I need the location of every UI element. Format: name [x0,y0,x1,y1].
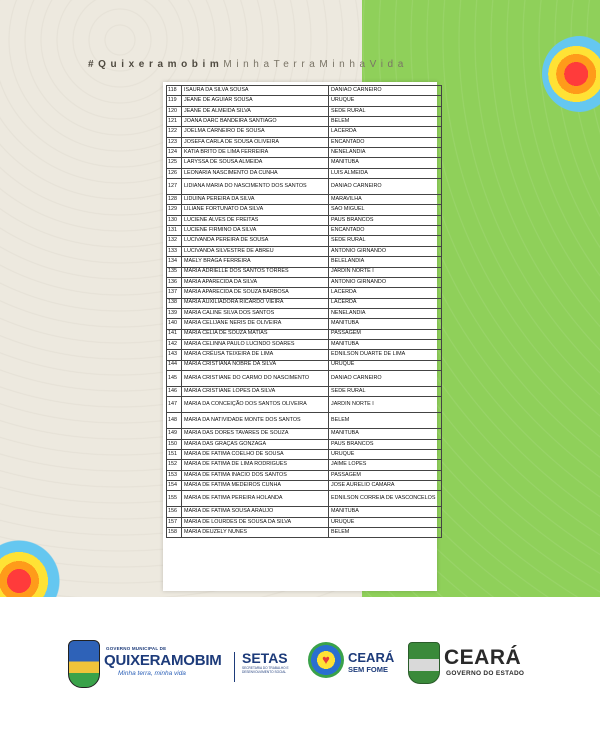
cell-name: MARIA DAS DORES TAVARES DE SOUZA [182,429,329,439]
table-row [167,370,442,386]
cell-num: 131 [167,226,182,236]
cell-num: 118 [167,86,182,96]
table-row [167,439,442,449]
cell-city: NENELANDIA [329,308,442,318]
cell-city: PAUS BRANCOS [329,439,442,449]
cell-name: MARIA AUXILIADORA RICARDO VIEIRA [182,298,329,308]
cell-num: 152 [167,460,182,470]
cell-city: LUIS ALMEIDA [329,168,442,178]
cell-num: 137 [167,288,182,298]
cell-name: MARIA DA NATIVIDADE MONTE DOS SANTOS [182,413,329,429]
cell-city: EDNILSON DUARTE DE LIMA [329,350,442,360]
cell-name: LUCIENE ALVES DE FREITAS [182,215,329,225]
cell-name: MARIA DA CONCEIÇÃO DOS SANTOS OLIVEIRA [182,397,329,413]
cell-num: 139 [167,308,182,318]
table-row [167,257,442,267]
cell-city: DANIAO CARNEIRO [329,86,442,96]
cell-city: LACERDA [329,127,442,137]
table-row [167,195,442,205]
table-row [167,137,442,147]
setas-logo [240,636,302,696]
table-row [167,246,442,256]
cell-city: MANITUBA [329,339,442,349]
table-row [167,517,442,527]
cell-city: SEDE RURAL [329,386,442,396]
sem-fome-top: CEARÁ [348,650,395,665]
cell-num: 145 [167,370,182,386]
table-row [167,360,442,370]
setas-subtitle: SECRETARIA DO TRABALHO E DESENVOLVIMENTO SOCIAL [242,666,289,674]
cell-num: 123 [167,137,182,147]
cell-num: 121 [167,117,182,127]
cell-name: LIDUINA PEREIRA DA SILVA [182,195,329,205]
table-row [167,288,442,298]
cell-name: JOSEFA CARLA DE SOUSA OLIVEIRA [182,137,329,147]
quixeramobim-crest-icon [68,640,100,688]
table-row [167,319,442,329]
cell-num: 148 [167,413,182,429]
cell-name: MAELY BRAGA FERREIRA [182,257,329,267]
sem-fome-bottom: SEM FOME [348,665,389,674]
cell-city: ENCANTADO [329,226,442,236]
cell-name: MARIA CELIA DE SOUZA MATIAS [182,329,329,339]
cell-num: 130 [167,215,182,225]
cell-name: LUCIVANDA PEREIRA DE SOUSA [182,236,329,246]
cell-name: ISAURA DA SILVA SOUSA [182,86,329,96]
cell-city: MANITUBA [329,158,442,168]
cell-name: MARIA DE FATIMA PEREIRA HOLANDA [182,491,329,507]
heart-icon: ♥ [322,652,330,667]
table-row [167,429,442,439]
table-row [167,226,442,236]
cell-num: 155 [167,491,182,507]
cell-name: LIDIANA MARIA DO NASCIMENTO DOS SANTOS [182,179,329,195]
hashtag-rest: MinhaTerraMinhaVida [223,59,408,70]
cell-name: MARIA CELIJANE NERIS DE OLIVEIRA [182,319,329,329]
cell-city: LACERDA [329,288,442,298]
cell-city: ENCANTADO [329,137,442,147]
cell-city: URUQUE [329,517,442,527]
cell-city: LACERDA [329,298,442,308]
quixeramobim-name: QUIXERAMOBIM [104,652,222,669]
cell-name: KATIA BRITO DE LIMA FERREIRA [182,148,329,158]
cell-num: 150 [167,439,182,449]
table-row [167,168,442,178]
cell-name: JOANA DARC BANDEIRA SANTIAGO [182,117,329,127]
hashtag-header [88,59,518,70]
cell-city: DANIAO CARNEIRO [329,179,442,195]
cell-num: 147 [167,397,182,413]
cell-city: BELELANDIA [329,257,442,267]
cell-city: EDNILSON CORREIA DE VASCONCELOS [329,491,442,507]
cell-city: PASSAGEM [329,329,442,339]
cell-city: JAIME LOPES [329,460,442,470]
table-row [167,397,442,413]
cell-num: 126 [167,168,182,178]
cell-city: MANITUBA [329,507,442,517]
cell-name: MARIA CRISTIANA NOBRE DA SILVA [182,360,329,370]
cell-num: 140 [167,319,182,329]
cell-num: 120 [167,106,182,116]
cell-num: 125 [167,158,182,168]
cell-city: ANTONIO GIRNANDO [329,246,442,256]
ceara-subtitle: GOVERNO DO ESTADO [446,670,525,677]
table-row [167,507,442,517]
cell-city: JARDIN NORTE I [329,267,442,277]
table-row [167,205,442,215]
cell-city: ANTONIO GIRNANDO [329,277,442,287]
cell-num: 119 [167,96,182,106]
table-row [167,528,442,538]
cell-city: NENELANDIA [329,148,442,158]
cell-name: LUCIVANDA SILVESTRE DE ABREU [182,246,329,256]
cell-num: 154 [167,481,182,491]
cell-name: MARIA DE FATIMA SOUSA ARAUJO [182,507,329,517]
ceara-governo-logo [408,636,542,696]
cell-city: BELEM [329,528,442,538]
table-row [167,386,442,396]
cell-city: URUQUE [329,96,442,106]
table-row [167,158,442,168]
table-row [167,148,442,158]
cell-name: MARIA CALINE SILVA DOS SANTOS [182,308,329,318]
cell-city: URUQUE [329,449,442,459]
cell-num: 133 [167,246,182,256]
table-row [167,127,442,137]
cell-city: MANITUBA [329,429,442,439]
cell-num: 153 [167,470,182,480]
cell-city: JOSE AURELIO CAMARA [329,481,442,491]
cell-name: MARIA CELINNA PAULO LUCINDO SOARES [182,339,329,349]
cell-name: MARIA APARECIDA DE SOUZA BARBOSA [182,288,329,298]
table-row [167,329,442,339]
cell-city: MANITUBA [329,319,442,329]
cell-name: JEANE DE ALMEIDA SILVA [182,106,329,116]
cell-city: URUQUE [329,360,442,370]
cell-city: BELEM [329,413,442,429]
cell-name: MARIA APARECIDA DA SILVA [182,277,329,287]
table-row [167,339,442,349]
cell-city: DANIAO CARNEIRO [329,370,442,386]
table-row [167,298,442,308]
cell-name: JEANE DE AGUIAR SOUSA [182,96,329,106]
cell-num: 127 [167,179,182,195]
table-row [167,86,442,96]
table-row [167,449,442,459]
table-row [167,179,442,195]
beneficiary-table [166,85,442,538]
ceara-sem-fome-logo [308,636,394,696]
cell-city: PASSAGEM [329,470,442,480]
cell-num: 124 [167,148,182,158]
cell-num: 144 [167,360,182,370]
cell-city: JARDIN NORTE I [329,397,442,413]
cell-name: MARIA DE FATIMA COELHO DE SOUSA [182,449,329,459]
cell-num: 146 [167,386,182,396]
cell-num: 143 [167,350,182,360]
cell-num: 149 [167,429,182,439]
cell-name: LEONARIA NASCIMENTO DA CUNHA [182,168,329,178]
table-row [167,277,442,287]
table-row [167,236,442,246]
cell-name: JOELMA CARNEIRO DE SOUSA [182,127,329,137]
cell-num: 156 [167,507,182,517]
cell-city: PAUS BRANCOS [329,215,442,225]
cell-num: 134 [167,257,182,267]
cell-num: 129 [167,205,182,215]
cell-name: LUCIENE FIRMINO DA SILVA [182,226,329,236]
quixeramobim-logo [60,636,230,696]
table-row [167,267,442,277]
cell-city: SAO MIGUEL [329,205,442,215]
cell-name: MARIA DAS GRAÇAS GONZAGA [182,439,329,449]
table-row [167,413,442,429]
cell-num: 138 [167,298,182,308]
cell-num: 141 [167,329,182,339]
setas-name: SETAS [242,650,288,666]
cell-name: MARIA DE FATIMA DE LIMA RODRIGUES [182,460,329,470]
cell-name: MARIA CRÉUSA TEIXEIRA DE LIMA [182,350,329,360]
logo-separator [234,652,235,682]
cell-num: 122 [167,127,182,137]
table-row [167,460,442,470]
table-row [167,215,442,225]
cell-name: LARYSSA DE SOUSA ALMEIDA [182,158,329,168]
table-row [167,96,442,106]
partner-logos [60,636,542,696]
table-row [167,106,442,116]
table-row [167,350,442,360]
cell-name: MARIA DE FATIMA MEDEIROS CUNHA [182,481,329,491]
cell-name: LILIANE FORTUNATO DA SILVA [182,205,329,215]
table-row [167,117,442,127]
beneficiary-list-sheet [163,82,437,591]
cell-num: 142 [167,339,182,349]
quixeramobim-slogan: Minha terra, minha vida [118,670,186,677]
hashtag-bold: #Quixeramobim [88,59,224,70]
cell-name: MARIA ADRIELLE DOS SANTOS TORRES [182,267,329,277]
cell-num: 136 [167,277,182,287]
cell-name: MARIA DE LOURDES DE SOUSA DA SILVA [182,517,329,527]
table-row [167,470,442,480]
ceara-name: CEARÁ [444,646,522,669]
cell-city: BELEM [329,117,442,127]
cell-num: 135 [167,267,182,277]
cell-city: MARAVILHA [329,195,442,205]
ceara-crest-icon [408,642,440,684]
cell-name: MARIA DE FATIMA INACIO DOS SANTOS [182,470,329,480]
cell-num: 132 [167,236,182,246]
cell-city: SEDE RURAL [329,106,442,116]
cell-num: 151 [167,449,182,459]
quixeramobim-top-text: GOVERNO MUNICIPAL DE [106,646,167,651]
cell-name: MARIA CRISTIANE DO CARMO DO NASCIMENTO [182,370,329,386]
sem-fome-emblem-icon [308,642,344,678]
table-row [167,481,442,491]
cell-num: 157 [167,517,182,527]
cell-name: MARIA DEUZELY NUNES [182,528,329,538]
table-row [167,308,442,318]
cell-city: SEDE RURAL [329,236,442,246]
cell-num: 128 [167,195,182,205]
table-row [167,491,442,507]
cell-num: 158 [167,528,182,538]
cell-name: MARIA CRISTIANE LOPES DA SILVA [182,386,329,396]
